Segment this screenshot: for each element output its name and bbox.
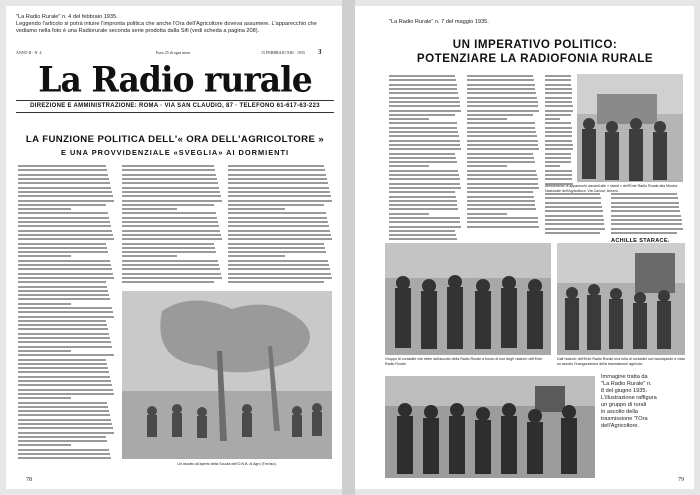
outdoor-listening-photo [122,291,332,459]
text-line [18,456,114,460]
text-line [122,280,222,284]
right-headline [385,38,685,66]
right-caption-1: Allestimento di apparecchi davanti alle « stand » dell'Ente Radio Rurale alla Mostra Nazionale dell'Agricoltura. Via Cavour, Arezzo. [545,184,678,193]
right-headline-line-2: POTENZIARE LA RADIOFONIA RURALE [416,52,654,65]
box-line-4: L'illustrazione raffigura [601,395,657,401]
right-headline-line-1: UN IMPERATIVO POLITICO: [452,38,618,51]
left-note-line-1: Leggendo l'articolo si potrà intuire l'impronta politica che anche l'Ora dell'Agricoltore doveva assumere. L'apparecchio che [16,21,317,27]
left-page-note [16,14,326,35]
left-article-column-2 [122,164,222,286]
left-subheadline: E UNA PROVVIDENZIALE «SVEGLIA» AI DORMIENTI [60,148,290,157]
masthead-address: DIREZIONE E AMMINISTRAZIONE: ROMA · VIA SAN CLAUDIO, 87 · TELEFONO 61-617-63-223 [30,103,320,109]
photo-illustration [385,243,551,355]
masthead-rule-bottom [16,112,334,113]
right-page [355,6,694,489]
crowd-listening-photo [557,243,685,355]
text-line [467,224,539,228]
box-line-5: un gruppo di rurali [601,402,647,408]
box-line-1: Immagine tratta da [601,374,648,380]
exhibition-stand-photo [577,74,683,182]
photo-illustration [577,74,683,182]
right-caption-2: Gruppo di contadini che ebbe dall'ascolto della Radio Rurale a bordo di uno degli «stand» dell'Ente Radio Rurale. [385,357,543,366]
right-article-column-2 [467,74,539,230]
article-signature: ACHILLE STARACE. [611,238,670,244]
masthead-rule-top [16,100,334,101]
box-line-3: 8 del giugno 1935. [601,388,648,394]
right-image-note [601,374,685,452]
page-gutter [342,0,355,495]
right-article-column-3 [545,74,573,190]
photo-illustration [385,376,595,478]
masthead-issue-info: ANNO II · N. 4 [16,50,42,55]
box-line-7: trasmissione "l'Ora [601,416,648,422]
rural-listeners-photo [385,376,595,478]
box-line-2: "La Radio Rurale" n. [601,381,652,387]
masthead-date: 15 FEBBRAIO XIII · 1935 [261,50,305,55]
right-article-column-4 [545,192,605,236]
right-note-header: "La Radio Rurale" n. 7 del maggio 1935. [389,19,489,25]
text-line [545,231,605,235]
text-line [228,280,332,284]
left-note-line-2: vediamo nella foto è una Radiorurale seconda serie prodotta dalla Sifi (vedi scheda a pagina 208). [16,28,260,34]
box-line-6: in ascolto della [601,409,639,415]
left-photo-caption: Un ascolto all'aperto della Scuola dell'O.N.B. di Agro (Treviso). [177,462,277,466]
left-page-number: 78 [26,477,32,483]
box-line-8: dell'Agricoltore. [601,423,640,429]
left-article-column-1 [18,164,114,464]
left-note-header: "La Radio Rurale" n. 4 del febbraio 1935. [16,14,118,20]
masthead-price: Euro 25 di ogni mese [156,50,191,55]
masthead-number: 3 [318,48,322,56]
left-headline: LA FUNZIONE POLITICA DELL'« ORA DELL'AGRICOLTORE » [25,134,325,145]
left-article-column-3 [228,164,332,286]
masthead-title: La Radio rurale [38,59,312,100]
right-article-column-5 [611,192,683,236]
text-line [611,231,683,235]
photo-illustration [557,243,685,355]
farmers-group-photo [385,243,551,355]
photo-illustration [122,291,332,459]
left-page [6,6,342,489]
right-page-number: 79 [678,477,684,483]
right-caption-3: Dall'«stand» dell'Ente Radio Rurale una folla di contadini sul marciapiede a vista su ascolto l'inaugurazione della trasmissione agricola. [557,357,685,366]
